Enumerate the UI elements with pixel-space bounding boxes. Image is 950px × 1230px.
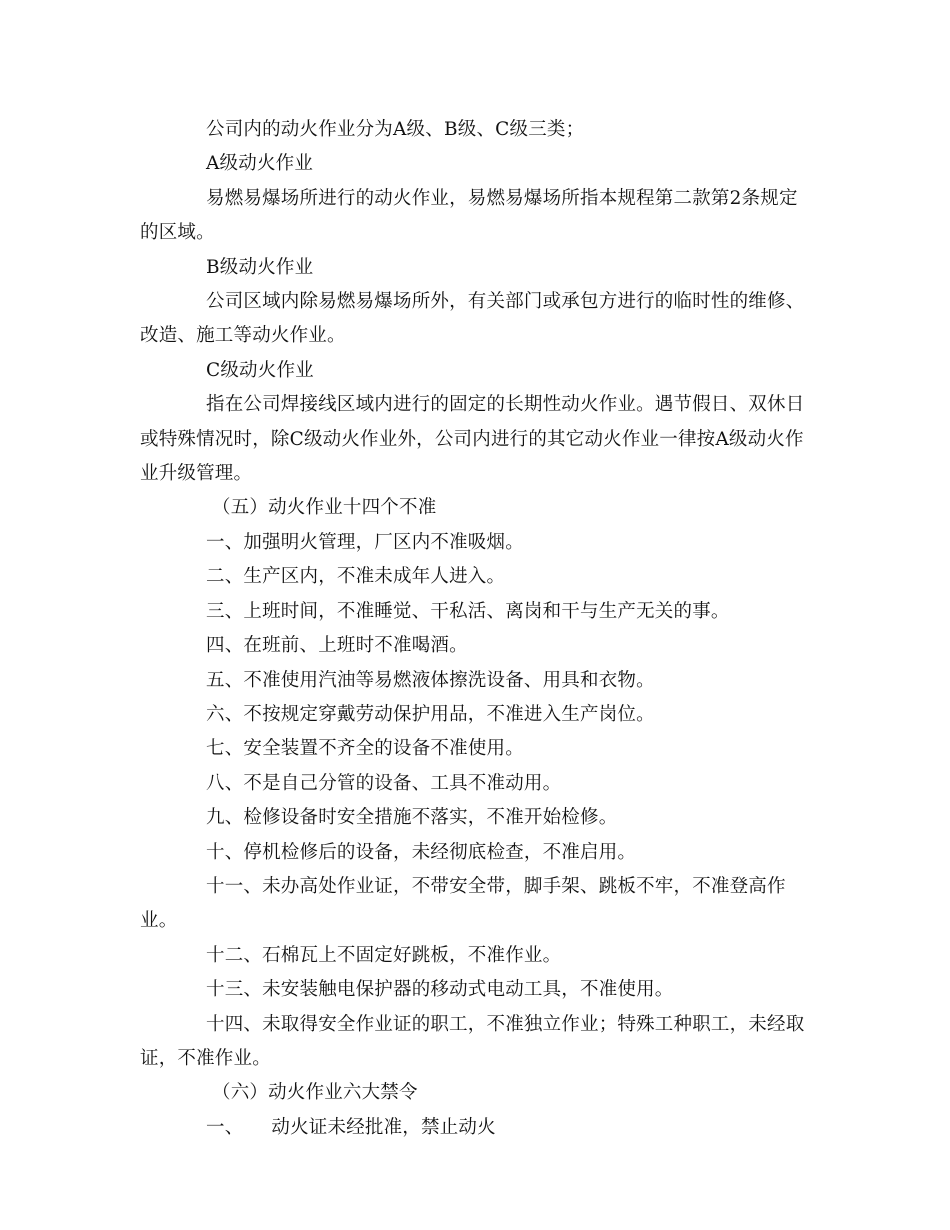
rule-item-12: 十二、石棉瓦上不固定好跳板，不准作业。 (206, 944, 562, 966)
prohibition-item-number: 一、 (206, 1116, 244, 1138)
rule-item-11: 十一、未办高处作业证，不带安全带，脚手架、跳板不牢，不准登高作业。 (140, 875, 786, 932)
prohibition-item-1 (140, 1111, 810, 1145)
section-heading-six-prohibitions: （六）动火作业六大禁令 (212, 1082, 418, 1104)
rule-item-2: 二、生产区内，不准未成年人进入。 (206, 566, 506, 588)
paragraph-class-a: 易燃易爆场所进行的动火作业，易燃易爆场所指本规程第二款第2条规定的区域。 (140, 187, 798, 244)
paragraph-class-c: 指在公司焊接线区域内进行的固定的长期性动火作业。遇节假日、双休日或特殊情况时，除C级动火作业外，公司内进行的其它动火作业一律按A级动火作业升级管理。 (140, 394, 805, 485)
prohibition-item-text: 动火证未经批准，禁止动火 (271, 1116, 496, 1138)
rule-item-10: 十、停机检修后的设备，未经彻底检查，不准启用。 (206, 841, 637, 863)
rule-item-6: 六、不按规定穿戴劳动保护用品，不准进入生产岗位。 (206, 703, 655, 725)
rule-item-8: 八、不是自己分管的设备、工具不准动用。 (206, 772, 562, 794)
rule-item-9: 九、检修设备时安全措施不落实，不准开始检修。 (206, 807, 618, 829)
rule-item-13: 十三、未安装触电保护器的移动式电动工具，不准使用。 (206, 979, 674, 1001)
paragraph-fire-classes: 公司内的动火作业分为A级、B级、C级三类； (206, 119, 585, 140)
rule-item-14: 十四、未取得安全作业证的职工，不准独立作业；特殊工种职工，未经取证，不准作业。 (140, 1013, 805, 1069)
heading-class-c: C级动火作业 (206, 359, 314, 381)
heading-class-a: A级动火作业 (206, 153, 314, 175)
document-body (140, 113, 810, 1145)
section-heading-fourteen-rules: （五）动火作业十四个不准 (212, 497, 437, 519)
rule-item-3: 三、上班时间，不准睡觉、干私活、离岗和干与生产无关的事。 (206, 600, 730, 622)
rule-item-1: 一、加强明火管理，厂区内不准吸烟。 (206, 531, 524, 553)
rule-item-5: 五、不准使用汽油等易燃液体擦洗设备、用具和衣物。 (206, 669, 655, 691)
rule-item-7: 七、安全装置不齐全的设备不准使用。 (206, 738, 524, 760)
rule-item-4: 四、在班前、上班时不准喝酒。 (206, 635, 468, 657)
paragraph-class-b: 公司区域内除易燃易爆场所外，有关部门或承包方进行的临时性的维修、改造、施工等动火作业。 (140, 291, 805, 347)
heading-class-b: B级动火作业 (206, 256, 314, 278)
